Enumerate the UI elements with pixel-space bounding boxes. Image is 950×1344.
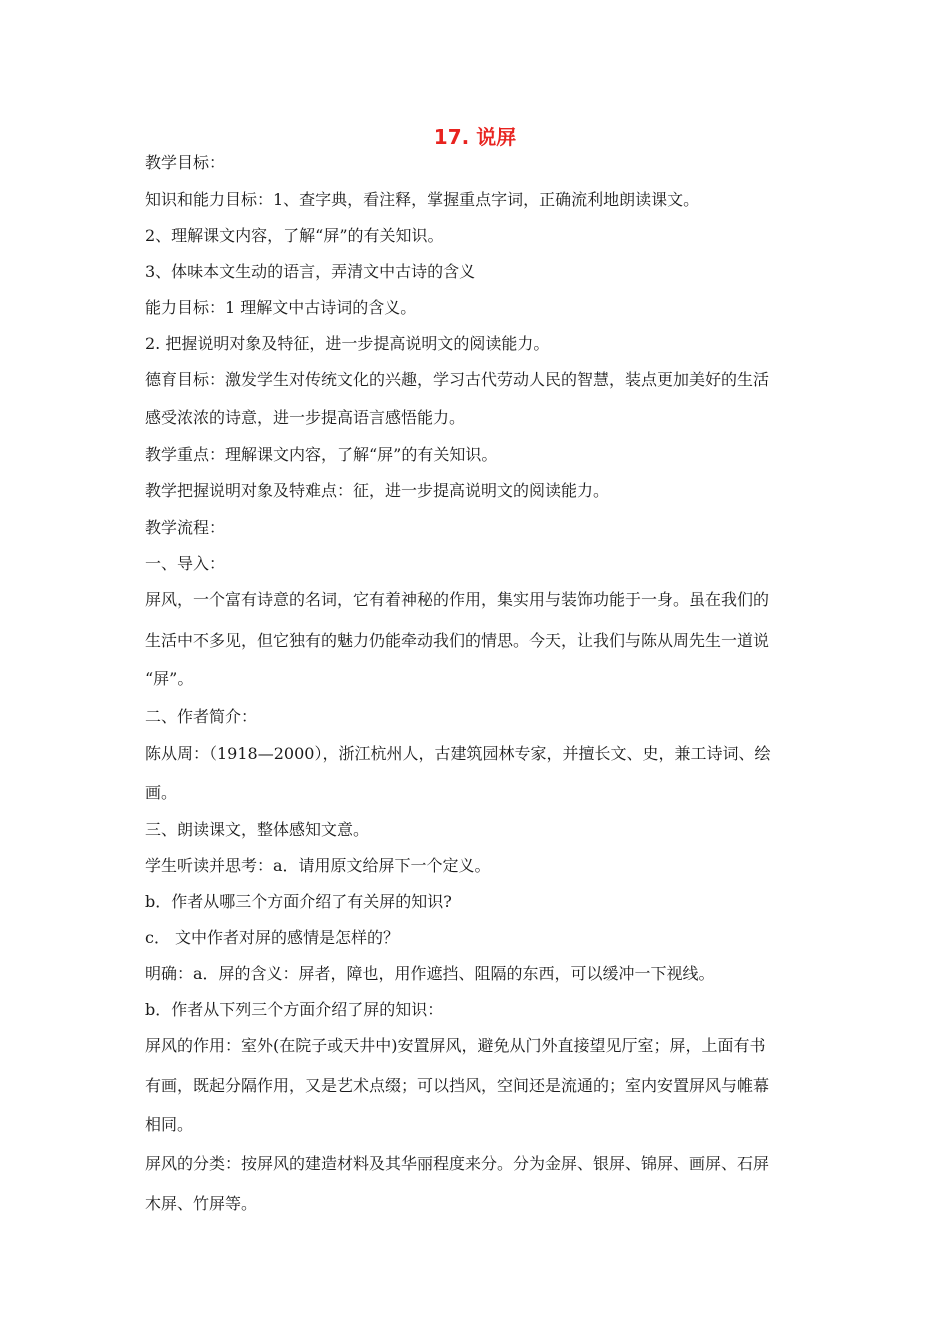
text-line: 知识和能力目标：1、查字典，看注释，掌握重点字词，正确流利地朗读课文。 xyxy=(145,190,700,209)
text-line: 屏风的分类：按屏风的建造材料及其华丽程度来分。分为金屏、银屏、锦屏、画屏、石屏 xyxy=(145,1154,770,1173)
text-line: 画。 xyxy=(145,783,178,802)
text-line: 相同。 xyxy=(145,1115,194,1134)
text-line: 明确：a．屏的含义：屏者，障也，用作遮挡、阻隔的东西，可以缓冲一下视线。 xyxy=(145,964,715,983)
text-line: “屏”。 xyxy=(145,669,194,688)
text-line: 教学目标： xyxy=(145,153,226,172)
text-line: 3、体味本文生动的语言，弄清文中古诗的含义 xyxy=(145,262,476,281)
text-line: 屏风，一个富有诗意的名词，它有着神秘的作用，集实用与装饰功能于一身。虽在我们的 xyxy=(145,590,770,609)
text-line: 能力目标：1 理解文中古诗词的含义。 xyxy=(145,298,417,317)
text-line: 有画，既起分隔作用，又是艺术点缀；可以挡风，空间还是流通的；室内安置屏风与帷幕 xyxy=(145,1076,770,1095)
text-line: 2. 把握说明对象及特征，进一步提高说明文的阅读能力。 xyxy=(145,334,550,353)
text-line: c． 文中作者对屏的感情是怎样的？ xyxy=(145,928,400,947)
document-title: 17. 说屏 xyxy=(433,125,517,149)
text-line: 学生听读并思考：a．请用原文给屏下一个定义。 xyxy=(145,856,491,875)
text-line: 2、理解课文内容，了解“屏”的有关知识。 xyxy=(145,226,444,245)
text-line: 生活中不多见，但它独有的魅力仍能牵动我们的情思。今天，让我们与陈从周先生一道说 xyxy=(145,631,770,650)
text-line: 教学把握说明对象及特难点：征，进一步提高说明文的阅读能力。 xyxy=(145,481,610,500)
text-line: 木屏、竹屏等。 xyxy=(145,1194,258,1213)
text-line: b．作者从哪三个方面介绍了有关屏的知识? xyxy=(145,892,452,911)
text-line: 一、导入： xyxy=(145,554,226,573)
text-line: 三、朗读课文，整体感知文意。 xyxy=(145,820,370,839)
text-line: 教学流程： xyxy=(145,518,226,537)
text-line: 德育目标：激发学生对传统文化的兴趣，学习古代劳动人民的智慧，装点更加美好的生活 xyxy=(145,370,770,389)
text-line: b．作者从下列三个方面介绍了屏的知识： xyxy=(145,1000,444,1019)
text-line: 陈从周：（1918—2000），浙江杭州人，古建筑园林专家，并擅长文、史，兼工诗词、绘 xyxy=(145,744,771,763)
text-line: 二、作者简介： xyxy=(145,707,258,726)
text-line: 感受浓浓的诗意，进一步提高语言感悟能力。 xyxy=(145,408,466,427)
text-line: 教学重点：理解课文内容，了解“屏”的有关知识。 xyxy=(145,445,498,464)
text-line: 屏风的作用：室外(在院子或天井中)安置屏风，避免从门外直接望见厅室；屏，上面有书 xyxy=(145,1036,766,1055)
